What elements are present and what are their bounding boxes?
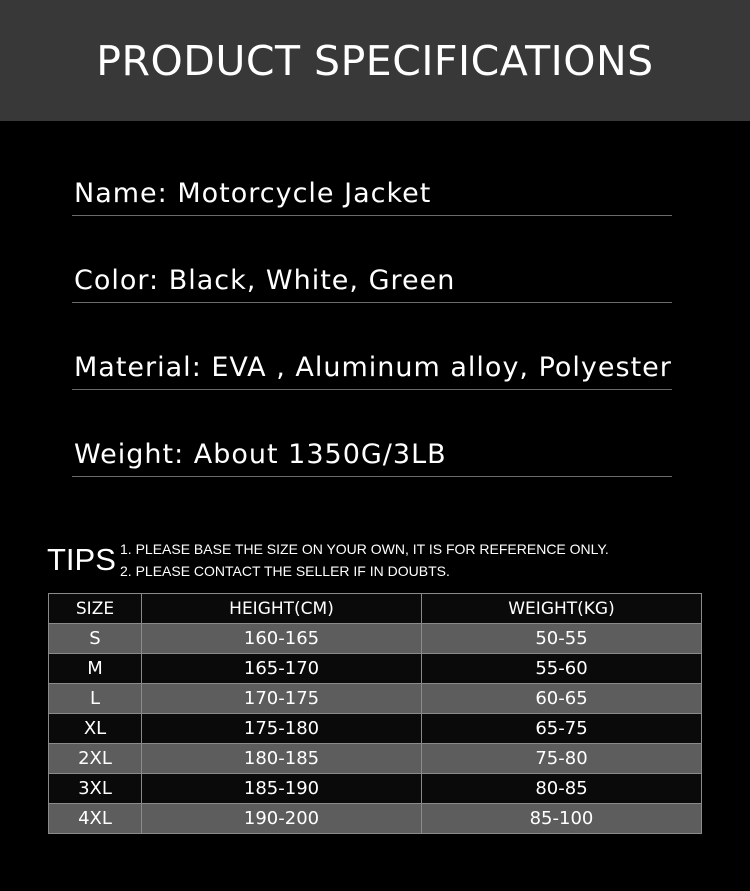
spec-name-text: Name: Motorcycle Jacket — [74, 178, 432, 209]
weight-cell: 65-75 — [422, 714, 702, 744]
column-header-size: SIZE — [49, 594, 142, 624]
weight-cell: 75-80 — [422, 744, 702, 774]
table-row — [49, 804, 702, 834]
spec-item-name — [72, 150, 672, 216]
table-row — [49, 624, 702, 654]
tips-label: TIPS — [47, 542, 116, 577]
table-row — [49, 684, 702, 714]
spec-weight-text: Weight: About 1350G/3LB — [74, 439, 447, 470]
spec-material-text: Material: EVA , Aluminum alloy, Polyester — [74, 352, 672, 383]
weight-cell: 85-100 — [422, 804, 702, 834]
size-cell: S — [49, 624, 142, 654]
height-cell: 175-180 — [142, 714, 422, 744]
size-cell: XL — [49, 714, 142, 744]
tips-line-1: 1. PLEASE BASE THE SIZE ON YOUR OWN, IT IS FOR REFERENCE ONLY. — [120, 541, 609, 557]
size-cell: 2XL — [49, 744, 142, 774]
page-title: PRODUCT SPECIFICATIONS — [96, 36, 654, 85]
table-row — [49, 774, 702, 804]
table-header-row — [49, 594, 702, 624]
tips-section — [47, 540, 707, 588]
size-cell: L — [49, 684, 142, 714]
height-cell: 190-200 — [142, 804, 422, 834]
spec-item-material — [72, 303, 672, 390]
spec-list — [72, 150, 672, 477]
size-cell: 3XL — [49, 774, 142, 804]
header-banner — [0, 0, 750, 121]
table-row — [49, 744, 702, 774]
weight-cell: 60-65 — [422, 684, 702, 714]
table-row — [49, 714, 702, 744]
spec-item-color — [72, 216, 672, 303]
height-cell: 160-165 — [142, 624, 422, 654]
tips-line-2: 2. PLEASE CONTACT THE SELLER IF IN DOUBTS. — [120, 563, 450, 579]
weight-cell: 50-55 — [422, 624, 702, 654]
weight-cell: 80-85 — [422, 774, 702, 804]
size-cell: 4XL — [49, 804, 142, 834]
spec-item-weight — [72, 390, 672, 477]
column-header-weight: WEIGHT(KG) — [422, 594, 702, 624]
size-cell: M — [49, 654, 142, 684]
height-cell: 170-175 — [142, 684, 422, 714]
table-row — [49, 654, 702, 684]
spec-color-text: Color: Black, White, Green — [74, 265, 456, 296]
column-header-height: HEIGHT(CM) — [142, 594, 422, 624]
weight-cell: 55-60 — [422, 654, 702, 684]
height-cell: 165-170 — [142, 654, 422, 684]
size-chart-table — [48, 593, 702, 834]
height-cell: 180-185 — [142, 744, 422, 774]
height-cell: 185-190 — [142, 774, 422, 804]
